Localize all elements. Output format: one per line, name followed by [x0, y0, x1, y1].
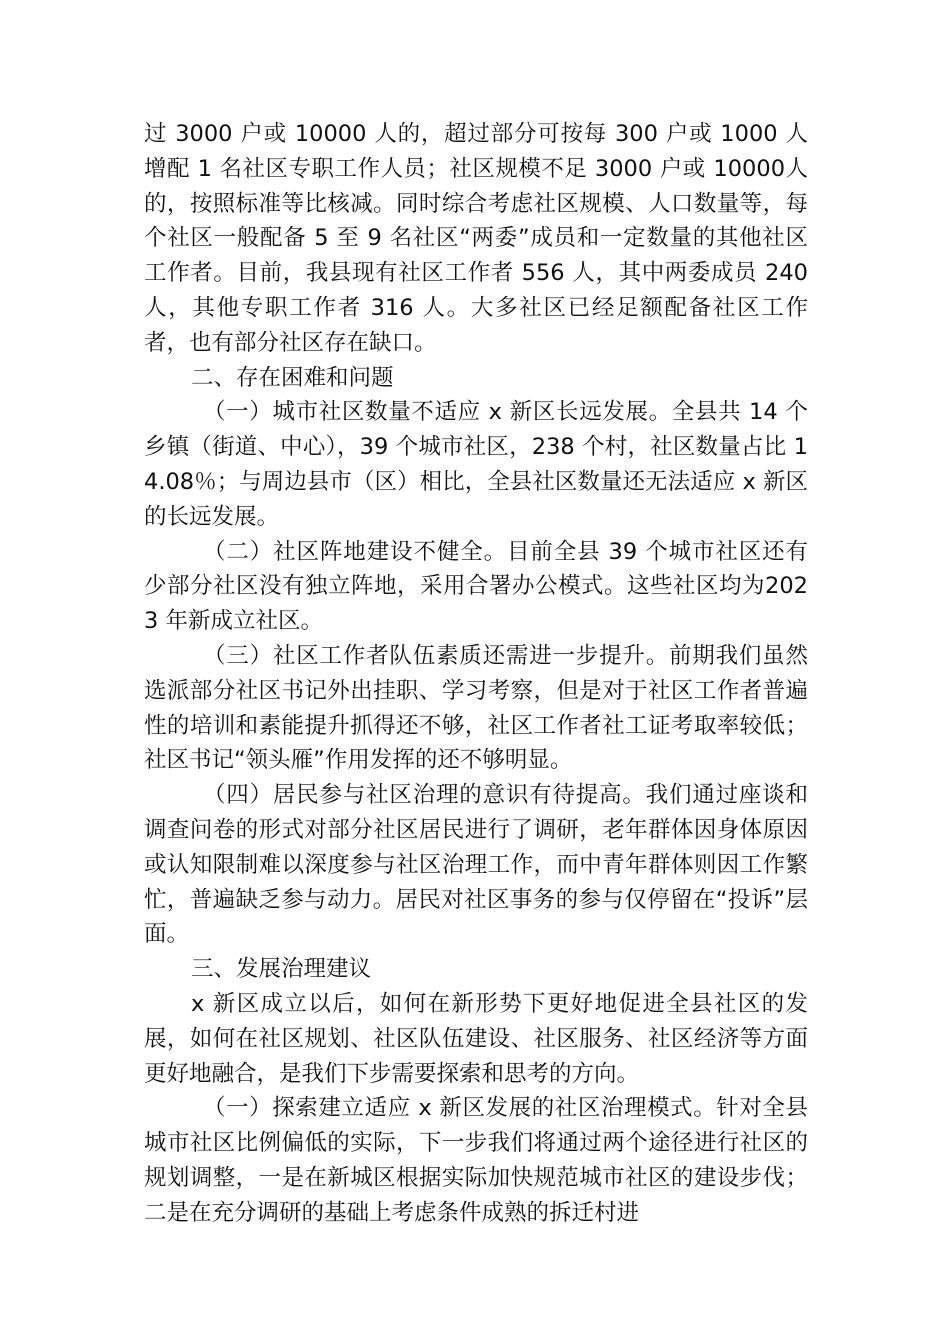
- document-body: [144, 117, 808, 1231]
- paragraph-resident-participation: （四）居民参与社区治理的意识有待提高。我们通过座谈和调查问卷的形式对部分社区居民进行了调研，老年群体因身体原因或认知限制难以深度参与社区治理工作，而中青年群体则因工作繁忙，普遍缺乏参与动力。居民对社区事务的参与仅停留在“投诉”层面。: [144, 782, 808, 948]
- section-heading-suggestions: 三、发展治理建议: [191, 956, 372, 983]
- paragraph-staffing-standard: 过 3000 户或 10000 人的，超过部分可按每 300 户或 1000 人增配 1 名社区专职工作人员；社区规模不足 3000 户或 10000人的，按照标准等比核减。同时综合考虑社区规模、人口数量等，每个社区一般配备 5 至 9 名社区“两委”成员和一定数量的其他社区工作者。目前，我县现有社区工作者 556 人，其中两委成员 240 人，其他专职工作者 316 人。大多社区已经足额配备社区工作者，也有部分社区存在缺口。: [144, 121, 808, 356]
- paragraph-worker-quality: （三）社区工作者队伍素质还需进一步提升。前期我们虽然选派部分社区书记外出挂职、学习考察，但是对于社区工作者普遍性的培训和素能提升抓得还不够，社区工作者社工证考取率较低；社区书记“领头雁”作用发挥的还不够明显。: [144, 642, 808, 774]
- paragraph-governance-model: （一）探索建立适应 x 新区发展的社区治理模式。针对全县城市社区比例偏低的实际，下一步我们将通过两个途径进行社区的规划调整，一是在新城区根据实际加快规范城市社区的建设步伐；二是在充分调研的基础上考虑条件成熟的拆迁村进: [144, 1095, 808, 1226]
- paragraph-community-count: （一）城市社区数量不适应 x 新区长远发展。全县共 14 个乡镇（街道、中心），39 个城市社区，238 个村，社区数量占比 14.08％；与周边县市（区）相比，全县社区数量还无法适应 x 新区的长远发展。: [144, 399, 808, 530]
- paragraph-facilities: （二）社区阵地建设不健全。目前全县 39 个城市社区还有少部分社区没有独立阵地，采用合署办公模式。这些社区均为2023 年新成立社区。: [144, 538, 808, 635]
- section-heading-difficulties: 二、存在困难和问题: [191, 364, 394, 391]
- paragraph-new-district-intro: x 新区成立以后，如何在新形势下更好地促进全县社区的发展，如何在社区规划、社区队伍建设、社区服务、社区经济等方面更好地融合，是我们下步需要探索和思考的方向。: [144, 990, 808, 1087]
